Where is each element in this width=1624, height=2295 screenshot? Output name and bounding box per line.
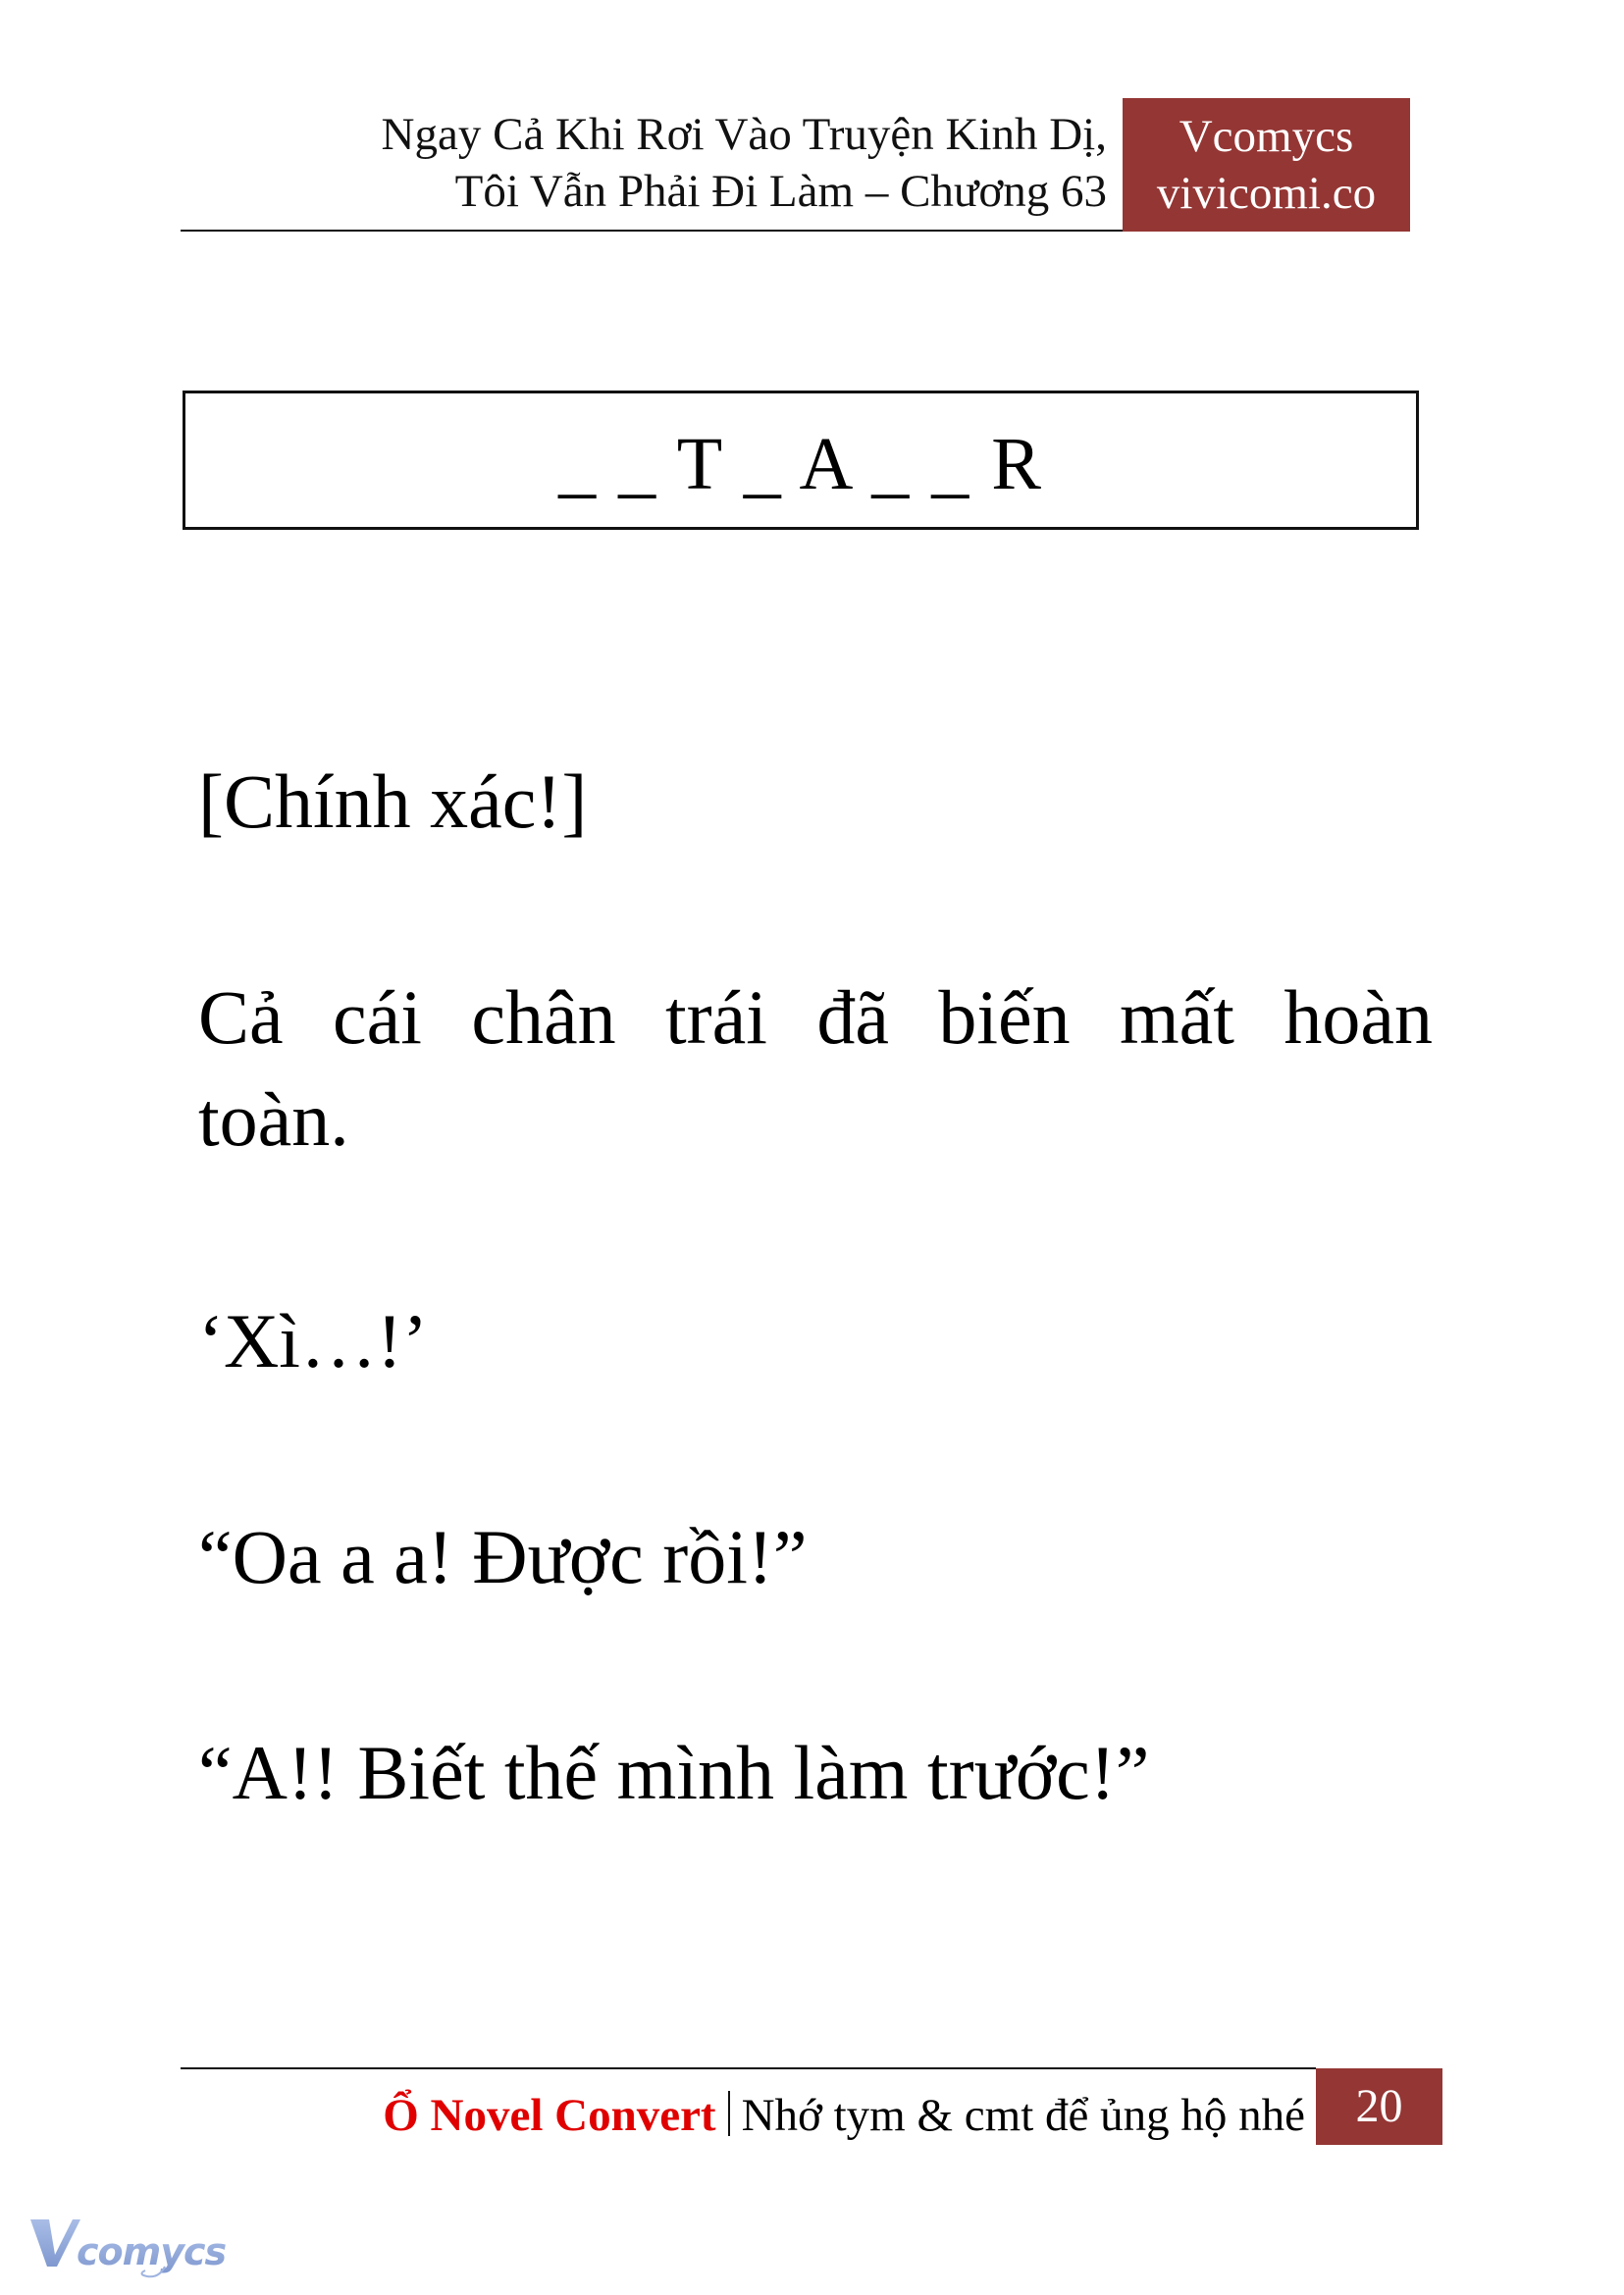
paragraph-dialogue-1: “Oa a a! Được rồi!” bbox=[198, 1514, 808, 1599]
chapter-title-line-1: Ngay Cả Khi Rơi Vào Truyện Kinh Dị, bbox=[381, 109, 1107, 160]
brand-name: Vcomycs bbox=[1179, 111, 1354, 162]
footer-separator bbox=[728, 2091, 730, 2136]
word-puzzle-box bbox=[183, 391, 1419, 530]
chapter-title-line-2: Tôi Vẫn Phải Đi Làm – Chương 63 bbox=[454, 166, 1107, 217]
paragraph-system-message: [Chính xác!] bbox=[198, 758, 588, 844]
footer-message: Nhớ tym & cmt để ủng hộ nhé bbox=[741, 2090, 1305, 2141]
svg-text:comycs: comycs bbox=[77, 2230, 227, 2273]
vcomycs-logo-icon bbox=[27, 2216, 243, 2284]
footer-brand: Ổ Novel Convert bbox=[383, 2090, 716, 2141]
footer-divider bbox=[181, 2067, 1316, 2069]
header-divider bbox=[181, 230, 1125, 232]
page-number: 20 bbox=[1316, 2068, 1442, 2145]
footer-credits bbox=[383, 2088, 1305, 2143]
paragraph-narration bbox=[198, 966, 1433, 1171]
chapter-title bbox=[224, 106, 1107, 220]
brand-site: vivicomi.co bbox=[1156, 168, 1377, 219]
paragraph-dialogue-2: “A!! Biết thế mình làm trước!” bbox=[198, 1730, 1150, 1815]
word-puzzle-text: _ _ T _ A _ _ R bbox=[558, 423, 1043, 505]
paragraph-narration-line-2: toàn. bbox=[198, 1076, 349, 1162]
paragraph-narration-line-1: Cả cái chân trái đã biến mất hoàn bbox=[198, 974, 1433, 1060]
paragraph-sound-effect: ‘Xì…!’ bbox=[198, 1298, 428, 1383]
brand-badge bbox=[1123, 98, 1410, 232]
